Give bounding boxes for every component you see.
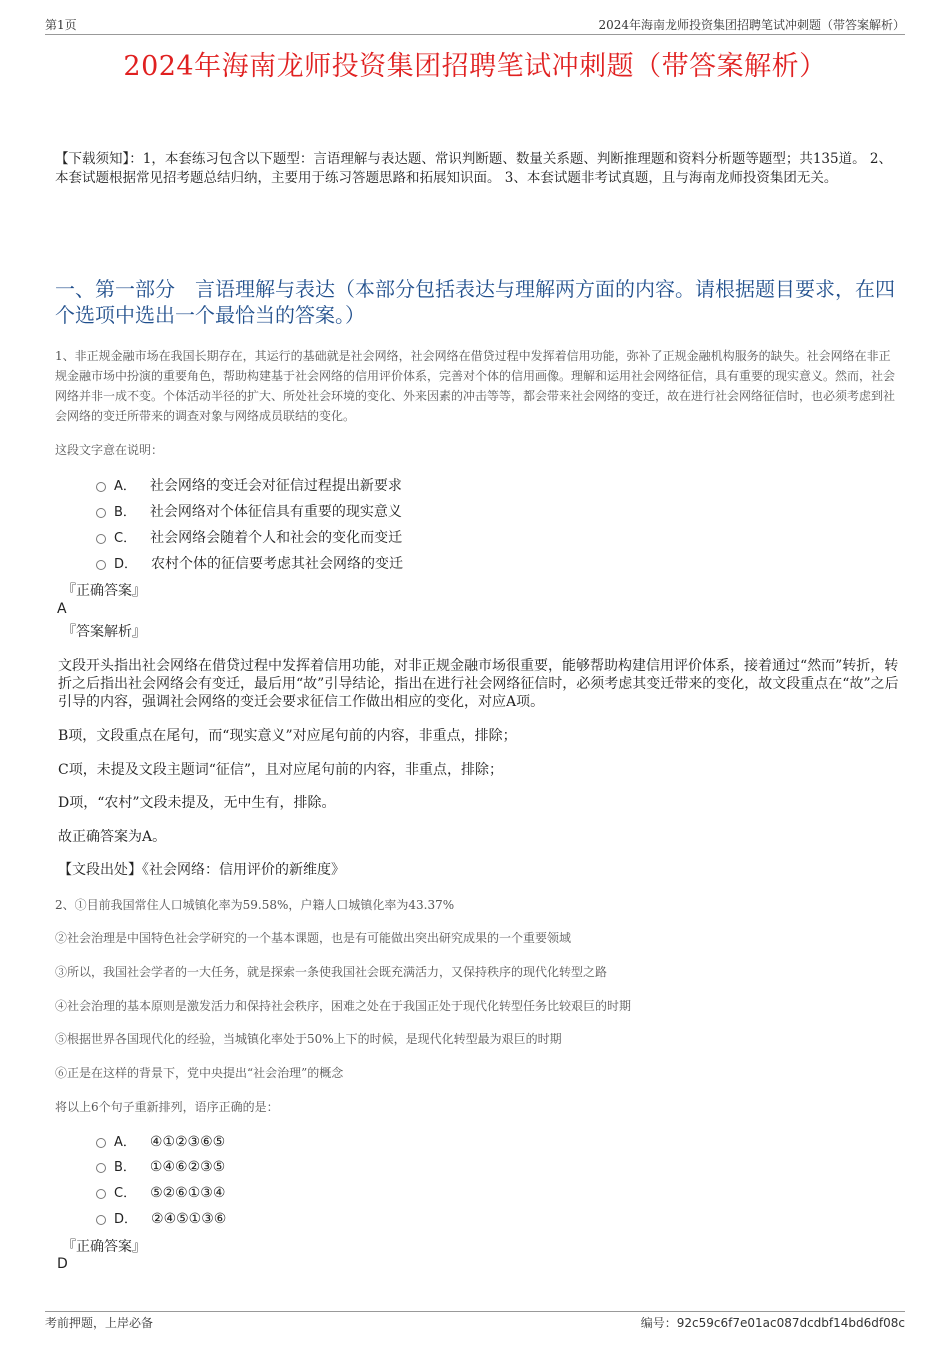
- q1-analysis-conclusion: 故正确答案为A。: [58, 829, 167, 845]
- q1-option-b[interactable]: B． 社会网络对个体征信具有重要的现实意义: [96, 502, 402, 522]
- footer-slogan: 考前押题，上岸必备: [45, 1316, 154, 1330]
- q2-sentence-4: ④社会治理的基本原则是激发活力和保持社会秩序，困难之处在于我国正处于现代化转型任务比较艰巨的时期: [55, 999, 632, 1013]
- q2-question: 将以上6个句子重新排列，语序正确的是：: [55, 1100, 279, 1114]
- q2-sentence-6: ⑥正是在这样的背景下，党中央提出“社会治理”的概念: [55, 1066, 344, 1080]
- radio-icon[interactable]: [96, 560, 106, 570]
- radio-icon[interactable]: [96, 508, 106, 518]
- q1-stem: 1、非正规金融市场在我国长期存在，其运行的基础就是社会网络，社会网络在借贷过程中发挥着信用功能，弥补了正规金融机构服务的缺失。社会网络在非正规金融市场中扮演的重要角色，帮助构建基于社会网络的信用评价体系，完善对个体的信用画像。理解和运用社会网络征信，具有重要的现实意义。然而，社会网络并非一成不变。个体活动半径的扩大、所处社会环境的变化、外来因素的冲击等等，都会带来社会网络的变迁，故在进行社会网络征信时，也必须考虑到社会网络的变迁所带来的调查对象与网络成员联结的变化。: [55, 349, 896, 423]
- radio-icon[interactable]: [96, 1163, 106, 1173]
- document-title: 2024年海南龙师投资集团招聘笔试冲刺题（带答案解析）: [123, 51, 827, 82]
- page-number: 第1页: [45, 18, 77, 32]
- q2-option-d[interactable]: D． ②④⑤①③⑥: [96, 1209, 226, 1229]
- q1-option-d[interactable]: D． 农村个体的征信要考虑其社会网络的变迁: [96, 554, 403, 574]
- q2-option-b[interactable]: B． ①④⑥②③⑤: [96, 1157, 225, 1177]
- q1-analysis-label: 『答案解析』: [62, 624, 146, 640]
- q2-answer-label: 『正确答案』: [62, 1239, 146, 1255]
- q2-option-a[interactable]: A． ④①②③⑥⑤: [96, 1132, 225, 1152]
- q2-answer: D: [57, 1256, 68, 1272]
- q1-option-a[interactable]: A． 社会网络的变迁会对征信过程提出新要求: [96, 476, 402, 496]
- q1-question: 这段文字意在说明：: [55, 443, 164, 457]
- q2-option-c[interactable]: C． ⑤②⑥①③④: [96, 1183, 225, 1203]
- radio-icon[interactable]: [96, 482, 106, 492]
- q2-sentence-5: ⑤根据世界各国现代化的经验，当城镇化率处于50%上下的时候，是现代化转型最为艰巨的时期: [55, 1032, 562, 1046]
- radio-icon[interactable]: [96, 1215, 106, 1225]
- q2-sentence-1: 2、①目前我国常住人口城镇化率为59.58%，户籍人口城镇化率为43.37%: [55, 898, 455, 912]
- q1-analysis-d: D项，“农村”文段未提及，无中生有，排除。: [58, 795, 336, 811]
- radio-icon[interactable]: [96, 534, 106, 544]
- q1-source: 【文段出处】《社会网络：信用评价的新维度》: [58, 862, 345, 878]
- download-notice: 【下载须知】：1，本套练习包含以下题型：言语理解与表达题、常识判断题、数量关系题、判断推理题和资料分析题等题型；共135道。 2、本套试题根据常见招考题总结归纳，主要用于练习答题思路和拓展知识面。 3、本套试题非考试真题，且与海南龙师投资集团无关。: [55, 151, 892, 186]
- footer-code: 编号：92c59c6f7e01ac087dcdbf14bd6df08c: [640, 1316, 905, 1330]
- q1-analysis-c: C项，未提及文段主题词“征信”，且对应尾句前的内容，非重点，排除；: [58, 762, 504, 778]
- radio-icon[interactable]: [96, 1189, 106, 1199]
- section-heading: 一、第一部分 言语理解与表达（本部分包括表达与理解两方面的内容。请根据题目要求，在四个选项中选出一个最恰当的答案。）: [55, 277, 895, 327]
- q1-answer: A: [57, 601, 67, 617]
- q1-analysis-main: 文段开头指出社会网络在借贷过程中发挥着信用功能，对非正规金融市场很重要，能够帮助构建信用评价体系，接着通过“然而”转折，转折之后指出社会网络会有变迁，最后用“故”引导结论，指出在进行社会网络征信时，必须考虑其变迁带来的变化，故文段重点在“故”之后引导的内容，强调社会网络的变迁会要求征信工作做出相应的变化，对应A项。: [58, 658, 899, 710]
- page-header: [45, 14, 905, 35]
- q1-analysis-b: B项，文段重点在尾句，而“现实意义”对应尾句前的内容，非重点，排除；: [58, 728, 517, 744]
- q2-sentence-2: ②社会治理是中国特色社会学研究的一个基本课题，也是有可能做出突出研究成果的一个重要领域: [55, 931, 572, 945]
- q1-answer-label: 『正确答案』: [62, 583, 146, 599]
- header-doc-title: 2024年海南龙师投资集团招聘笔试冲刺题（带答案解析）: [598, 18, 905, 32]
- q1-option-c[interactable]: C． 社会网络会随着个人和社会的变化而变迁: [96, 528, 402, 548]
- footer-divider: [45, 1311, 905, 1312]
- q2-sentence-3: ③所以，我国社会学者的一大任务，就是探索一条使我国社会既充满活力，又保持秩序的现代化转型之路: [55, 965, 608, 979]
- radio-icon[interactable]: [96, 1138, 106, 1148]
